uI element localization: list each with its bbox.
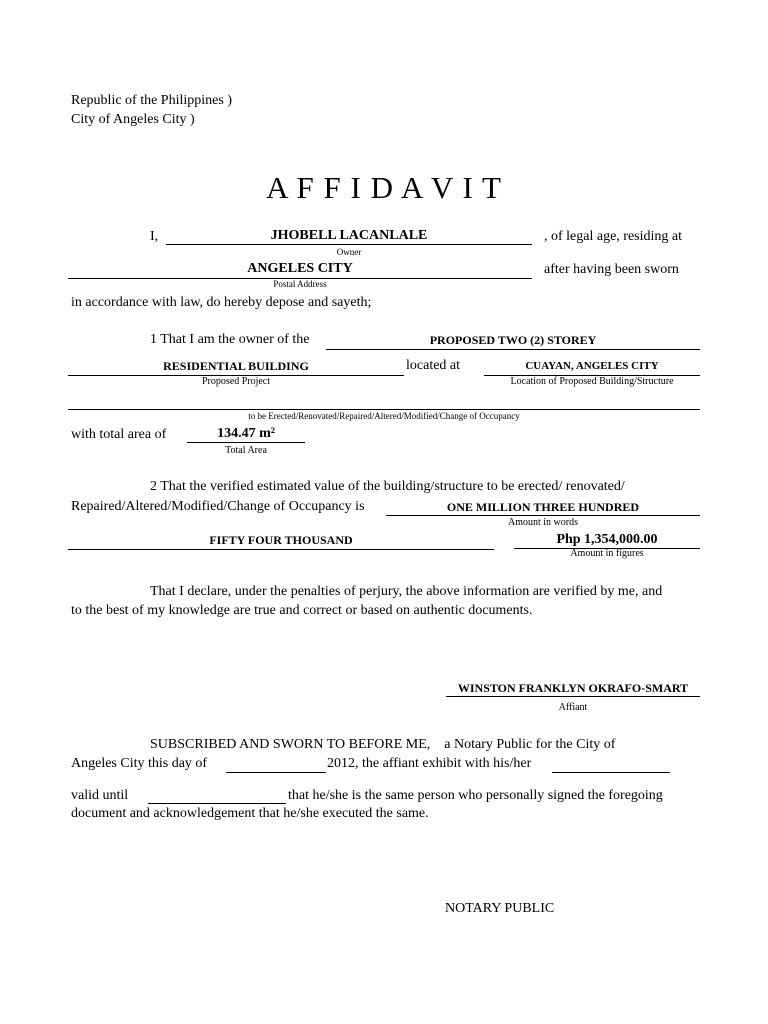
jurat-line3a: valid until <box>71 788 129 803</box>
jurat-line1: SUBSCRIBED AND SWORN TO BEFORE ME, a Notary Public for the City of <box>150 737 616 752</box>
amount-figures: Php 1,354,000.00 <box>556 532 658 547</box>
declaration-line1: That I declare, under the penalties of perjury, the above information are verified by me, and <box>150 584 663 599</box>
valid-until-blank <box>148 803 286 804</box>
located-text: located at <box>406 358 461 373</box>
day-blank <box>226 772 326 773</box>
area-caption: Total Area <box>225 445 267 456</box>
legal-age-text: , of legal age, residing at <box>544 229 683 244</box>
page-title: A F F I D A V I T <box>266 170 502 205</box>
amount-figures-caption: Amount in figures <box>570 548 644 559</box>
i-label: I, <box>150 229 159 244</box>
jurat-line2a: Angeles City this day of <box>71 756 208 771</box>
depose-text: in accordance with law, do hereby depose and sayeth; <box>71 295 372 310</box>
owner-underline <box>166 244 532 245</box>
project-line1-underline <box>326 349 700 350</box>
postal-caption: Postal Address <box>273 279 327 289</box>
affiant-underline <box>446 696 700 697</box>
item2-line2: Repaired/Altered/Modified/Change of Occupancy is <box>71 499 365 514</box>
amount-words-caption: Amount in words <box>508 517 578 528</box>
item2-line1: 2 That the verified estimated value of the building/structure to be erected/ renovated/ <box>150 479 625 494</box>
header-city: City of Angeles City ) <box>71 112 195 127</box>
amount-words-line2: FIFTY FOUR THOUSAND <box>209 533 353 547</box>
affiant-name: WINSTON FRANKLYN OKRAFO-SMART <box>457 681 689 695</box>
owner-name: JHOBELL LACANLALE <box>270 228 428 243</box>
project-caption: Proposed Project <box>201 376 271 387</box>
project-line2: RESIDENTIAL BUILDING <box>163 359 309 373</box>
area-value: 134.47 m² <box>217 426 275 441</box>
action-underline <box>68 409 700 410</box>
notary-public-label: NOTARY PUBLIC <box>445 901 555 916</box>
owner-caption: Owner <box>336 247 362 257</box>
project-line1: PROPOSED TWO (2) STOREY <box>429 333 597 347</box>
amount-words-line2-underline <box>68 549 494 550</box>
area-label: with total area of <box>71 427 167 442</box>
jurat-line4: document and acknowledgement that he/she executed the same. <box>71 806 429 821</box>
postal-address: ANGELES CITY <box>247 261 353 276</box>
item1-lead: 1 That I am the owner of the <box>150 332 310 347</box>
declaration-line2: to the best of my knowledge are true and correct or based on authentic documents. <box>71 603 533 618</box>
affiant-caption: Affiant <box>558 702 588 713</box>
jurat-line3b: that he/she is the same person who personally signed the foregoing <box>288 788 663 803</box>
id-blank <box>552 772 670 773</box>
action-caption: to be Erected/Renovated/Repaired/Altered/Modified/Change of Occupancy <box>248 411 520 421</box>
sworn-text: after having been sworn <box>544 262 679 277</box>
amount-words-line1: ONE MILLION THREE HUNDRED <box>446 500 640 514</box>
location-caption: Location of Proposed Building/Structure <box>510 376 674 387</box>
area-underline <box>187 442 305 443</box>
jurat-line2b: 2012, the affiant exhibit with his/her <box>327 756 532 771</box>
header-republic: Republic of the Philippines ) <box>71 93 232 108</box>
amount-words-line1-underline <box>386 515 700 516</box>
location-value: CUAYAN, ANGELES CITY <box>525 360 659 372</box>
